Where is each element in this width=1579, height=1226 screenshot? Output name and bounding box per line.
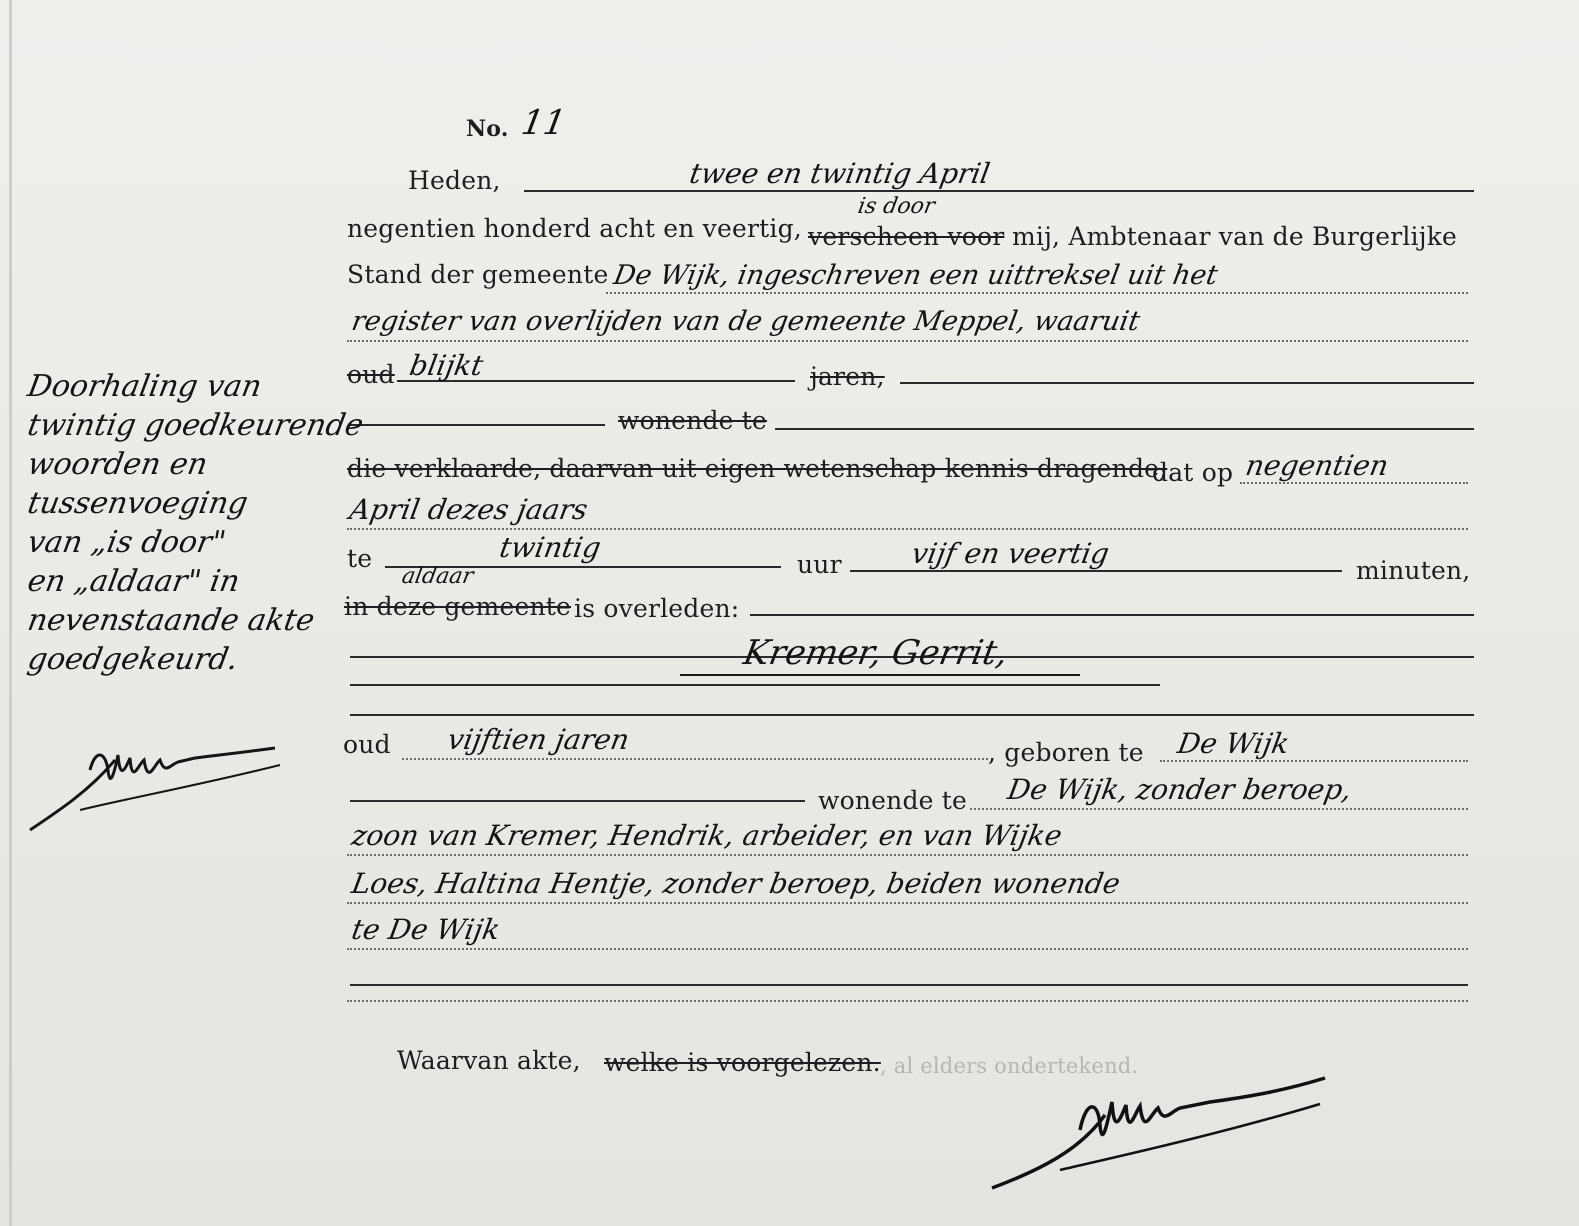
- heden-label: Heden,: [408, 166, 501, 195]
- aldaar-insert: aldaar: [399, 564, 476, 589]
- line9-rule-b: [850, 570, 1342, 572]
- wonende-label: wonende te: [818, 786, 968, 815]
- number-label: No.: [466, 116, 509, 142]
- line12-dots-a: [402, 758, 988, 760]
- heden-value: twee en twintig April: [687, 157, 993, 190]
- margin-line-6: en „aldaar" in: [25, 564, 243, 599]
- line3-dots: [606, 292, 1468, 294]
- line7-value: negentien: [1243, 449, 1391, 482]
- line12-dots-b: [1160, 760, 1468, 762]
- line2-text-b: mij, Ambtenaar van de Burgerlijke: [1012, 222, 1458, 251]
- line13-dots: [970, 808, 1468, 810]
- line6-rule-a: [350, 424, 605, 426]
- line6-rule-b: [775, 428, 1474, 430]
- number-value: 11: [518, 103, 569, 143]
- dat-op-text: dat op: [1152, 458, 1234, 487]
- line4-dots: [347, 340, 1468, 342]
- line11c-rule: [350, 714, 1474, 716]
- line17-dots: [347, 1000, 1468, 1002]
- verklaarde-struck: die verklaarde, daarvan uit eigen wetenschap kennis dragende,: [347, 454, 1168, 483]
- age-value: vijftien jaren: [445, 723, 632, 756]
- line16-value: te De Wijk: [349, 913, 503, 946]
- uur-label: uur: [797, 550, 842, 579]
- closing-text: Waarvan akte,: [397, 1046, 581, 1075]
- line9-value2: vijf en veertig: [909, 537, 1112, 570]
- page-edge: [9, 0, 12, 1226]
- heden-rule: [524, 190, 1474, 192]
- overleden-text: is overleden:: [574, 594, 740, 623]
- line2-struck: verscheen voor: [808, 222, 1005, 251]
- wonende-struck: wonende te: [618, 406, 768, 435]
- in-deze-gemeente-struck: in deze gemeente: [344, 592, 571, 621]
- minuten-label: minuten,: [1356, 556, 1471, 585]
- line5-value: blijkt: [407, 349, 486, 382]
- line8-value: April dezes jaars: [347, 493, 591, 526]
- stand-label: Stand der gemeente: [347, 260, 609, 289]
- line17-rule: [350, 984, 1468, 986]
- official-signature: [980, 1060, 1340, 1200]
- line8-dots: [347, 528, 1468, 530]
- line15-value: Loes, Haltina Hentje, zonder beroep, beiden wonende: [349, 867, 1123, 900]
- margin-line-8: goedgekeurd.: [25, 642, 241, 677]
- margin-line-4: tussenvoeging: [25, 486, 251, 521]
- line2-insert: is door: [855, 194, 937, 219]
- birthplace-value: De Wijk: [1175, 727, 1292, 760]
- line15-dots: [347, 902, 1468, 904]
- line3-value: De Wijk, ingeschreven een uittreksel uit het: [611, 260, 1221, 291]
- margin-line-2: twintig goedkeurende: [25, 408, 367, 443]
- closing-struck: welke is voorgelezen.: [604, 1048, 881, 1077]
- margin-line-5: van „is door": [25, 525, 229, 560]
- line11b-rule: [350, 684, 1160, 686]
- closing-faint: , al elders ondertekend.: [880, 1054, 1139, 1078]
- jaren-struck: jaren,: [810, 362, 885, 391]
- line5-rule-b: [900, 382, 1474, 384]
- deceased-name-underline: [680, 674, 1080, 676]
- line13-rule: [350, 800, 805, 802]
- oud-label: oud: [343, 730, 391, 759]
- oud-struck: oud: [347, 360, 395, 389]
- margin-note: [25, 369, 367, 684]
- margin-line-1: Doorhaling van: [25, 369, 265, 404]
- line10-rule: [750, 614, 1474, 616]
- line7-dots: [1240, 482, 1468, 484]
- margin-signature: [20, 730, 300, 840]
- line14-dots: [347, 854, 1468, 856]
- margin-line-7: nevenstaande akte: [25, 603, 318, 638]
- line4-value: register van overlijden van de gemeente Meppel, waaruit: [349, 306, 1143, 337]
- residence-value: De Wijk, zonder beroep,: [1005, 773, 1355, 806]
- line9-value: twintig: [497, 531, 604, 564]
- te-label: te: [347, 544, 373, 573]
- line2-text: negentien honderd acht en veertig,: [347, 214, 802, 243]
- line16-dots: [347, 948, 1468, 950]
- geboren-label: , geboren te: [988, 738, 1144, 767]
- line14-value: zoon van Kremer, Hendrik, arbeider, en van Wijke: [349, 819, 1065, 852]
- margin-line-3: woorden en: [25, 447, 211, 482]
- deceased-name: Kremer, Gerrit,: [740, 633, 1011, 673]
